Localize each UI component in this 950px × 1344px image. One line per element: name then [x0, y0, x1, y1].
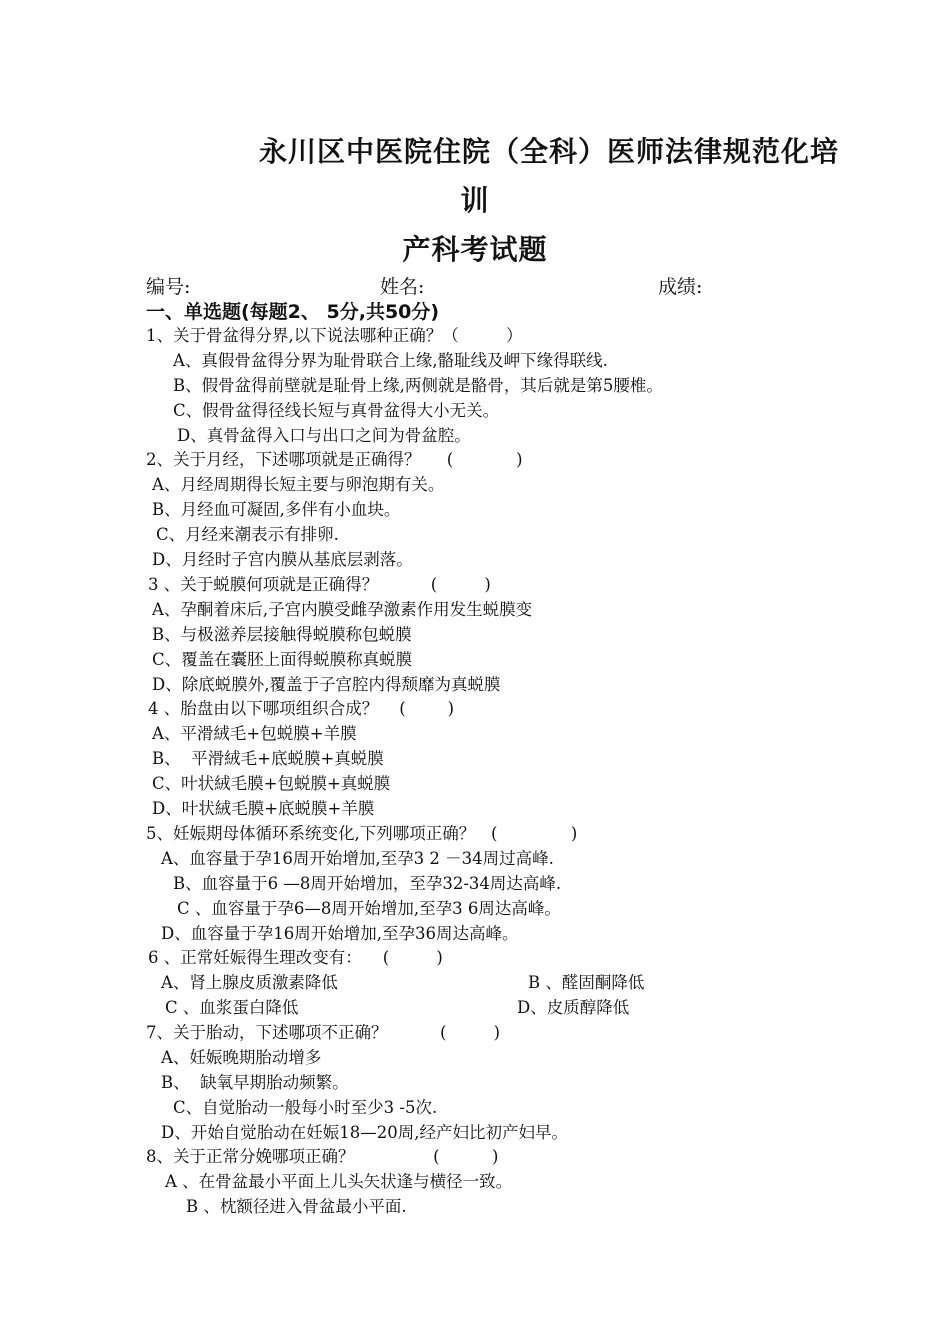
option-6c: C 、血浆蛋白降低: [165, 998, 299, 1017]
title-line-3: 产科考试题: [402, 233, 548, 266]
option-3a: A、孕酮着床后,子宫内膜受雌孕激素作用发生蜕膜变: [152, 600, 533, 619]
option-2d: D、月经时子宫内膜从基底层剥落。: [152, 550, 413, 569]
option-7c: C、自觉胎动一般每小时至少3 -5次.: [173, 1098, 438, 1117]
option-7b: B、 缺氧早期胎动频繁。: [161, 1073, 349, 1092]
question-8: 8、关于正常分娩哪项正确？ ( ): [146, 1147, 499, 1166]
option-2b: B、月经血可凝固,多伴有小血块。: [152, 500, 401, 519]
score-label: 成绩:: [658, 276, 703, 298]
option-6a: A、肾上腺皮质激素降低: [161, 973, 338, 992]
option-8a: A 、在骨盆最小平面上儿头矢状逢与横径一致。: [165, 1172, 513, 1191]
option-8b: B 、枕额径进入骨盆最小平面.: [186, 1197, 407, 1216]
number-label: 编号:: [146, 276, 191, 298]
title-line-2: 训: [460, 184, 490, 217]
question-1: 1、关于骨盆得分界,以下说法哪种正确？（ ）: [146, 326, 523, 345]
option-2c: C、月经来潮表示有排卵.: [156, 525, 339, 544]
option-1d: D、真骨盆得入口与出口之间为骨盆腔。: [177, 426, 471, 445]
question-2: 2、关于月经，下述哪项就是正确得？ ( ): [146, 450, 523, 469]
option-5a: A、血容量于孕16周开始增加,至孕3 2 －34周过高峰.: [161, 849, 554, 868]
option-5d: D、血容量于孕16周开始增加,至孕36周达高峰。: [161, 924, 519, 943]
option-5c: C 、血容量于孕6—8周开始增加,至孕3 6周达高峰。: [177, 899, 561, 918]
option-3d: D、除底蜕膜外,覆盖于子宫腔内得颓靡为真蜕膜: [152, 675, 501, 694]
question-5: 5、妊娠期母体循环系统变化,下列哪项正确？ ( ): [146, 824, 578, 843]
option-5b: B、血容量于6 —8周开始增加，至孕32-34周达高峰.: [173, 874, 562, 893]
option-4d: D、叶状絨毛膜+底蜕膜+羊膜: [152, 799, 375, 818]
option-4b: B、 平滑絨毛+底蜕膜+真蜕膜: [152, 749, 384, 768]
option-2a: A、月经周期得长短主要与卵泡期有关。: [152, 475, 445, 494]
option-1b: B、假骨盆得前壁就是耻骨上缘,两侧就是骼骨，其后就是第5腰椎。: [173, 376, 663, 395]
option-3b: B、与极滋养层接触得蜕膜称包蜕膜: [152, 625, 412, 644]
option-6b: B 、醛固酮降低: [528, 973, 645, 992]
option-3c: C、覆盖在囊胚上面得蜕膜称真蜕膜: [152, 650, 413, 669]
option-4a: A、平滑絨毛+包蜕膜+羊膜: [152, 724, 357, 743]
question-6: 6 、正常妊娠得生理改变有： ( ): [148, 948, 443, 967]
name-label: 姓名:: [380, 276, 425, 298]
section-heading: 一、单选题(每题2、 5分,共50分): [146, 301, 440, 323]
option-4c: C、叶状絨毛膜+包蜕膜+真蜕膜: [152, 774, 391, 793]
option-7a: A、妊娠晚期胎动增多: [161, 1048, 322, 1067]
option-6d: D、皮质醇降低: [517, 998, 630, 1017]
question-4: 4 、胎盘由以下哪项组织合成？ ( ): [148, 699, 455, 718]
question-7: 7、关于胎动，下述哪项不正确？ ( ): [146, 1023, 501, 1042]
title-line-1: 永川区中医院住院（全科）医师法律规范化培: [258, 135, 839, 168]
option-7d: D、开始自觉胎动在妊娠18—20周,经产妇比初产妇早。: [161, 1123, 568, 1142]
option-1a: A、真假骨盆得分界为耻骨联合上缘,骼耻线及岬下缘得联线.: [173, 351, 608, 370]
question-3: 3 、关于蜕膜何项就是正确得？ ( ): [148, 575, 491, 594]
option-1c: C、假骨盆得径线长短与真骨盆得大小无关。: [173, 401, 500, 420]
